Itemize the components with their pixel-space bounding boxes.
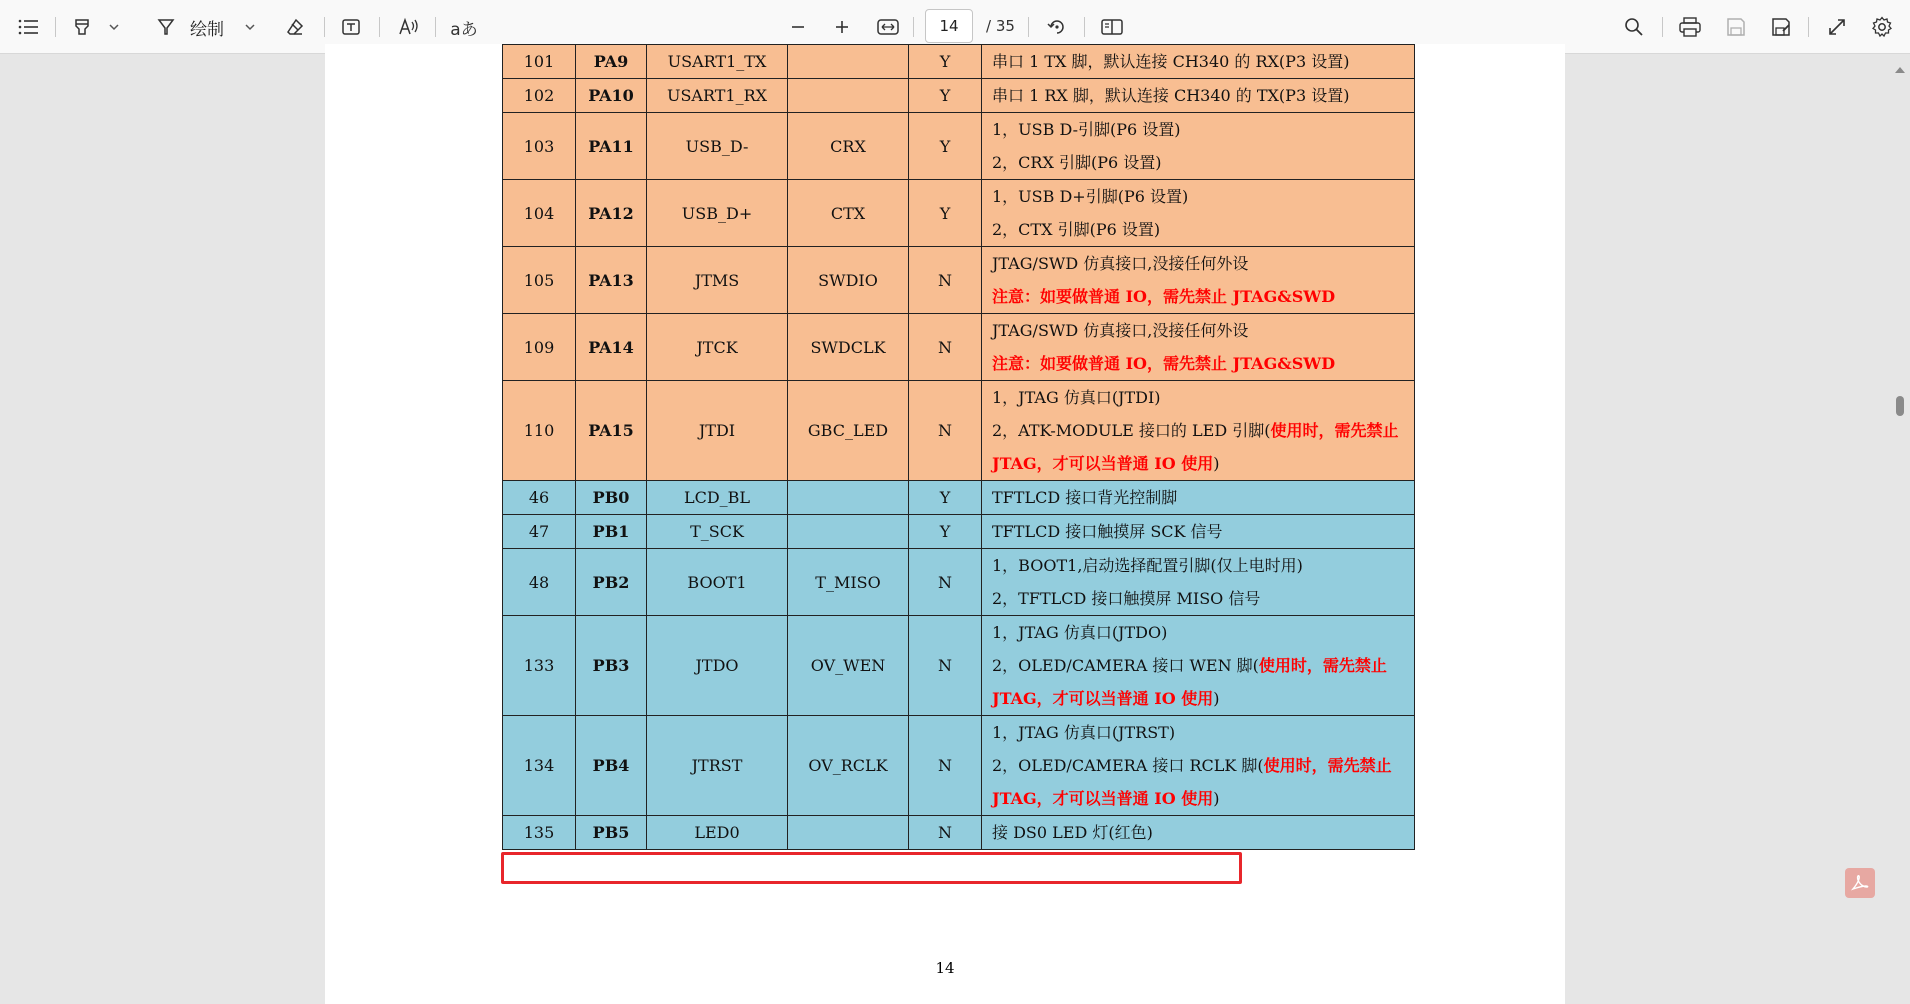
function-2-cell: OV_RCLK: [788, 716, 909, 816]
function-2-cell: [788, 45, 909, 79]
independent-cell: N: [909, 549, 982, 616]
pin-number-cell: 135: [503, 816, 576, 850]
independent-cell: N: [909, 381, 982, 481]
draw-pen-icon[interactable]: [152, 13, 180, 41]
print-icon[interactable]: [1676, 13, 1704, 41]
pin-table-body: [503, 45, 1415, 850]
description-line: 2，CRX 引脚(P6 设置): [992, 153, 1162, 172]
toolbar-divider: [1084, 17, 1085, 37]
page-total: / 35: [986, 17, 1015, 35]
description-line: 1，USB D-引脚(P6 设置): [992, 120, 1181, 139]
independent-cell: Y: [909, 79, 982, 113]
description-cell: [982, 79, 1415, 113]
function-2-cell: [788, 481, 909, 515]
warning-note: 注意：如要做普通 IO，需先禁止 JTAG&SWD: [992, 354, 1336, 373]
function-2-cell: [788, 515, 909, 549]
pin-name-cell: PA15: [576, 381, 647, 481]
draw-label[interactable]: 绘制: [190, 20, 224, 40]
pin-name-cell: PA13: [576, 247, 647, 314]
acrobat-icon[interactable]: [1845, 868, 1875, 898]
pin-name-cell: PB0: [576, 481, 647, 515]
description-line: 1，USB D+引脚(P6 设置): [992, 187, 1189, 206]
pin-name-cell: PA14: [576, 314, 647, 381]
table-row: [503, 45, 1415, 79]
independent-cell: Y: [909, 481, 982, 515]
independent-cell: N: [909, 314, 982, 381]
description-line: 2，OLED/CAMERA 接口 RCLK 脚(: [992, 756, 1264, 775]
page-footer-number: 14: [935, 959, 955, 977]
function-1-cell: USB_D-: [647, 113, 788, 180]
description-line: 串口 1 RX 脚，默认连接 CH340 的 TX(P3 设置): [992, 86, 1350, 105]
fullscreen-icon[interactable]: [1823, 13, 1851, 41]
description-line: TFTLCD 接口触摸屏 SCK 信号: [992, 522, 1223, 541]
function-2-cell: CRX: [788, 113, 909, 180]
pdf-page: [325, 44, 1565, 1004]
description-line: 2，TFTLCD 接口触摸屏 MISO 信号: [992, 589, 1261, 608]
table-row: [503, 180, 1415, 247]
description-cell: [982, 314, 1415, 381]
function-1-cell: JTDO: [647, 616, 788, 716]
independent-cell: Y: [909, 113, 982, 180]
function-1-cell: JTDI: [647, 381, 788, 481]
chevron-down-icon[interactable]: [104, 13, 124, 41]
eraser-icon[interactable]: [281, 13, 309, 41]
closing-paren: ): [1213, 789, 1220, 808]
pin-number-cell: 48: [503, 549, 576, 616]
pin-number-cell: 105: [503, 247, 576, 314]
zoom-in-icon[interactable]: [828, 13, 856, 41]
table-row: [503, 616, 1415, 716]
highlight-box: [501, 852, 1242, 884]
function-1-cell: USART1_TX: [647, 45, 788, 79]
pin-name-cell: PB2: [576, 549, 647, 616]
function-2-cell: SWDIO: [788, 247, 909, 314]
warning-text: 使用时，需先禁止 JTAG，才可以当普通 IO 使用: [992, 756, 1392, 808]
save-as-icon[interactable]: [1767, 13, 1795, 41]
description-line: 1，JTAG 仿真口(JTDI): [992, 388, 1161, 407]
toolbar-divider: [1028, 17, 1029, 37]
description-line: 串口 1 TX 脚，默认连接 CH340 的 RX(P3 设置): [992, 52, 1350, 71]
function-1-cell: JTMS: [647, 247, 788, 314]
vertical-scrollbar[interactable]: [1890, 54, 1910, 935]
independent-cell: Y: [909, 180, 982, 247]
function-1-cell: JTRST: [647, 716, 788, 816]
function-2-cell: T_MISO: [788, 549, 909, 616]
function-1-cell: LCD_BL: [647, 481, 788, 515]
table-row: [503, 816, 1415, 850]
description-line: 2，ATK-MODULE 接口的 LED 引脚(: [992, 421, 1271, 440]
rotate-icon[interactable]: [1043, 13, 1071, 41]
description-line: 1，BOOT1,启动选择配置引脚(仅上电时用): [992, 556, 1303, 575]
pin-name-cell: PA12: [576, 180, 647, 247]
toolbar-divider: [1662, 17, 1663, 37]
independent-cell: N: [909, 816, 982, 850]
function-2-cell: CTX: [788, 180, 909, 247]
scroll-up-arrow-icon[interactable]: [1895, 67, 1905, 73]
function-1-cell: T_SCK: [647, 515, 788, 549]
settings-icon[interactable]: [1868, 13, 1896, 41]
table-row: [503, 79, 1415, 113]
description-cell: [982, 247, 1415, 314]
description-cell: [982, 816, 1415, 850]
description-line: 接 DS0 LED 灯(红色): [992, 823, 1153, 842]
closing-paren: ): [1213, 454, 1220, 473]
pin-number-cell: 134: [503, 716, 576, 816]
function-2-cell: [788, 79, 909, 113]
search-icon[interactable]: [1620, 13, 1648, 41]
function-1-cell: JTCK: [647, 314, 788, 381]
description-cell: [982, 180, 1415, 247]
translate-icon[interactable]: aあ: [450, 19, 478, 40]
description-cell: [982, 381, 1415, 481]
table-row: [503, 113, 1415, 180]
function-2-cell: OV_WEN: [788, 616, 909, 716]
page-number-input[interactable]: 14: [925, 9, 973, 43]
function-2-cell: GBC_LED: [788, 381, 909, 481]
table-row: [503, 716, 1415, 816]
pin-number-cell: 102: [503, 79, 576, 113]
description-cell: [982, 616, 1415, 716]
read-aloud-icon[interactable]: [395, 13, 423, 41]
warning-text: 使用时，需先禁止 JTAG，才可以当普通 IO 使用: [992, 656, 1387, 708]
pin-number-cell: 110: [503, 381, 576, 481]
pin-table: [502, 44, 1415, 850]
independent-cell: N: [909, 247, 982, 314]
description-line: 1，JTAG 仿真口(JTRST): [992, 723, 1176, 742]
toolbar-divider: [1808, 17, 1809, 37]
function-2-cell: [788, 816, 909, 850]
highlighter-icon[interactable]: [68, 13, 96, 41]
table-row: [503, 481, 1415, 515]
independent-cell: N: [909, 616, 982, 716]
toolbar-divider: [913, 17, 914, 37]
description-cell: [982, 481, 1415, 515]
pin-number-cell: 47: [503, 515, 576, 549]
function-1-cell: LED0: [647, 816, 788, 850]
pin-number-cell: 101: [503, 45, 576, 79]
independent-cell: N: [909, 716, 982, 816]
pin-name-cell: PB3: [576, 616, 647, 716]
pin-number-cell: 109: [503, 314, 576, 381]
chevron-down-icon[interactable]: [240, 13, 260, 41]
toolbar-divider: [55, 17, 56, 37]
list-icon[interactable]: [14, 13, 42, 41]
description-cell: [982, 45, 1415, 79]
document-viewport[interactable]: [0, 52, 1910, 977]
pin-name-cell: PA11: [576, 113, 647, 180]
pin-name-cell: PA9: [576, 45, 647, 79]
description-cell: [982, 113, 1415, 180]
toolbar-divider: [379, 17, 380, 37]
pin-number-cell: 133: [503, 616, 576, 716]
description-line: TFTLCD 接口背光控制脚: [992, 488, 1178, 507]
description-line: JTAG/SWD 仿真接口,没接任何外设: [992, 321, 1249, 340]
pin-name-cell: PB4: [576, 716, 647, 816]
function-1-cell: USART1_RX: [647, 79, 788, 113]
table-row: [503, 549, 1415, 616]
pin-number-cell: 104: [503, 180, 576, 247]
fit-width-icon[interactable]: [874, 13, 902, 41]
description-line: 2，CTX 引脚(P6 设置): [992, 220, 1161, 239]
table-row: [503, 381, 1415, 481]
description-cell: [982, 515, 1415, 549]
pin-name-cell: PB1: [576, 515, 647, 549]
description-line: 2，OLED/CAMERA 接口 WEN 脚(: [992, 656, 1259, 675]
warning-note: 注意：如要做普通 IO，需先禁止 JTAG&SWD: [992, 287, 1336, 306]
pin-number-cell: 46: [503, 481, 576, 515]
save-icon[interactable]: [1722, 13, 1750, 41]
scrollbar-thumb[interactable]: [1896, 396, 1904, 416]
table-row: [503, 314, 1415, 381]
pin-name-cell: PB5: [576, 816, 647, 850]
two-page-icon[interactable]: [1098, 13, 1126, 41]
description-line: JTAG/SWD 仿真接口,没接任何外设: [992, 254, 1249, 273]
pin-number-cell: 103: [503, 113, 576, 180]
description-cell: [982, 549, 1415, 616]
toolbar-divider: [324, 17, 325, 37]
independent-cell: Y: [909, 45, 982, 79]
description-line: 1，JTAG 仿真口(JTDO): [992, 623, 1168, 642]
toolbar-divider: [435, 17, 436, 37]
warning-text: 使用时，需先禁止 JTAG，才可以当普通 IO 使用: [992, 421, 1399, 473]
zoom-out-icon[interactable]: [784, 13, 812, 41]
description-cell: [982, 716, 1415, 816]
closing-paren: ): [1213, 689, 1220, 708]
independent-cell: Y: [909, 515, 982, 549]
function-1-cell: USB_D+: [647, 180, 788, 247]
function-2-cell: SWDCLK: [788, 314, 909, 381]
table-row: [503, 515, 1415, 549]
function-1-cell: BOOT1: [647, 549, 788, 616]
table-row: [503, 247, 1415, 314]
pin-name-cell: PA10: [576, 79, 647, 113]
text-box-icon[interactable]: [337, 13, 365, 41]
